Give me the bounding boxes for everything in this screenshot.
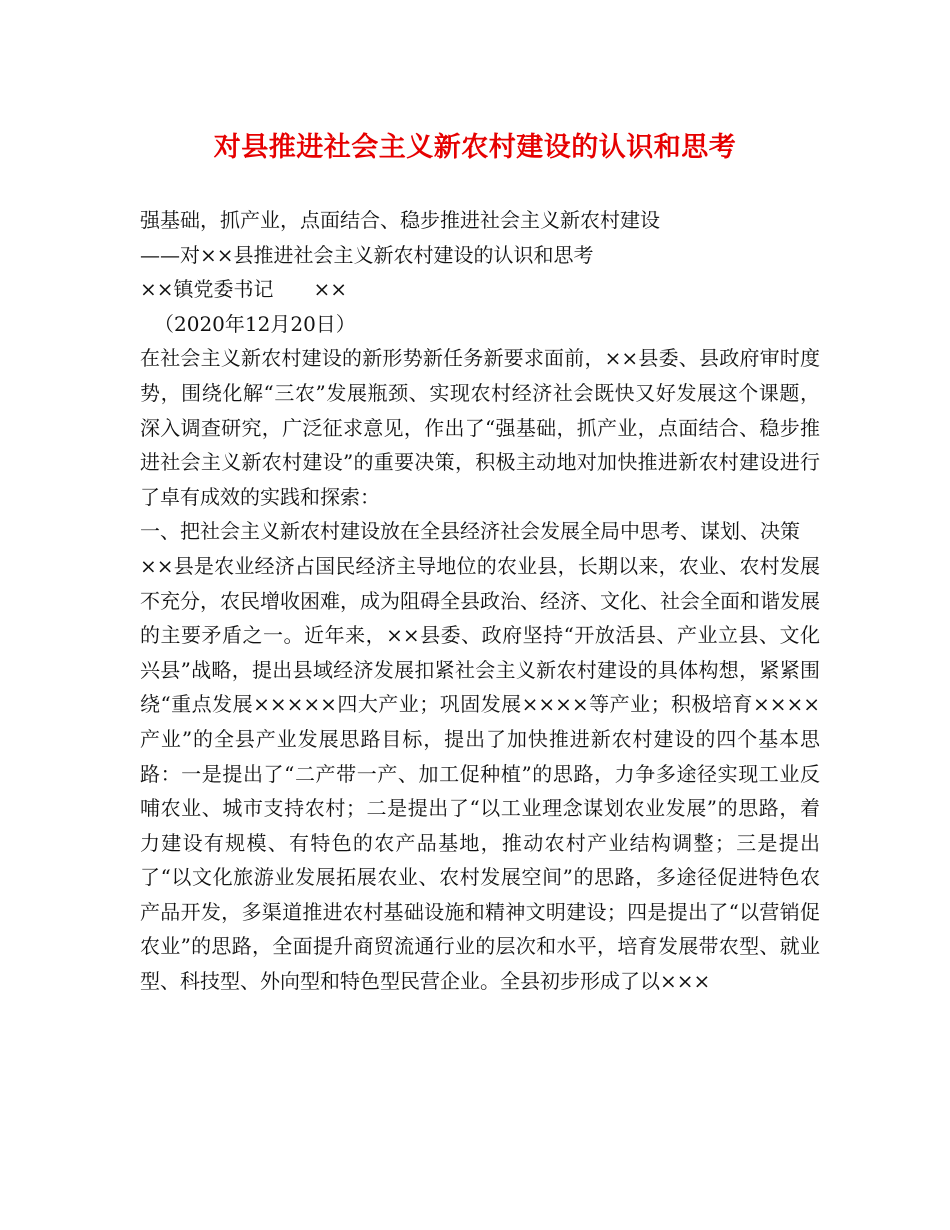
author-line: ××镇党委书记 ×× (140, 277, 348, 302)
subtitle-line-2: ——对××县推进社会主义新农村建设的认识和思考 (140, 242, 594, 267)
document-body (140, 203, 820, 999)
document-title: 对县推进社会主义新农村建设的认识和思考 (213, 132, 737, 163)
subtitle-line: 强基础，抓产业，点面结合、稳步推进社会主义新农村建设 (140, 208, 660, 232)
date-line: （2020年12月20日） (154, 311, 356, 336)
section-1-paragraph: ××县是农业经济占国民经济主导地位的农业县，长期以来，农业、农村发展不充分，农民增收困难，成为阻碍全县政治、经济、文化、社会全面和谐发展的主要矛盾之一。近年来，××县委、政府坚持“开放活县、产业立县、文化兴县”战略，提出县域经济发展扣紧社会主义新农村建设的具体构想，紧紧围绕“重点发展×××××四大产业；巩固发展××××等产业；积极培育××××产业”的全县产业发展思路目标，提出了加快推进新农村建设的四个基本思路：一是提出了“二产带一产、加工促种植”的思路，力争多途径实现工业反哺农业、城市支持农村；二是提出了“以工业理念谋划农业发展”的思路，着力建设有规模、有特色的农产品基地，推动农村产业结构调整；三是提出了“以文化旅游业发展拓展农业、农村发展空间”的思路，多途径促进特色农产品开发，多渠道推进农村基础设施和精神文明建设；四是提出了“以营销促农业”的思路，全面提升商贸流通行业的层次和水平，培育发展带农型、就业型、科技型、外向型和特色型民营企业。全县初步形成了以××× (140, 553, 820, 994)
intro-paragraph: 在社会主义新农村建设的新形势新任务新要求面前，××县委、县政府审时度势，围绕化解“三农”发展瓶颈、实现农村经济社会既快又好发展这个课题，深入调查研究，广泛征求意见，作出了“强基础，抓产业，点面结合、稳步推进社会主义新农村建设”的重要决策，积极主动地对加快推进新农村建设进行了卓有成效的实践和探索： (140, 346, 820, 509)
section-1-heading: 一、把社会主义新农村建设放在全县经济社会发展全局中思考、谋划、决策 (140, 519, 800, 544)
